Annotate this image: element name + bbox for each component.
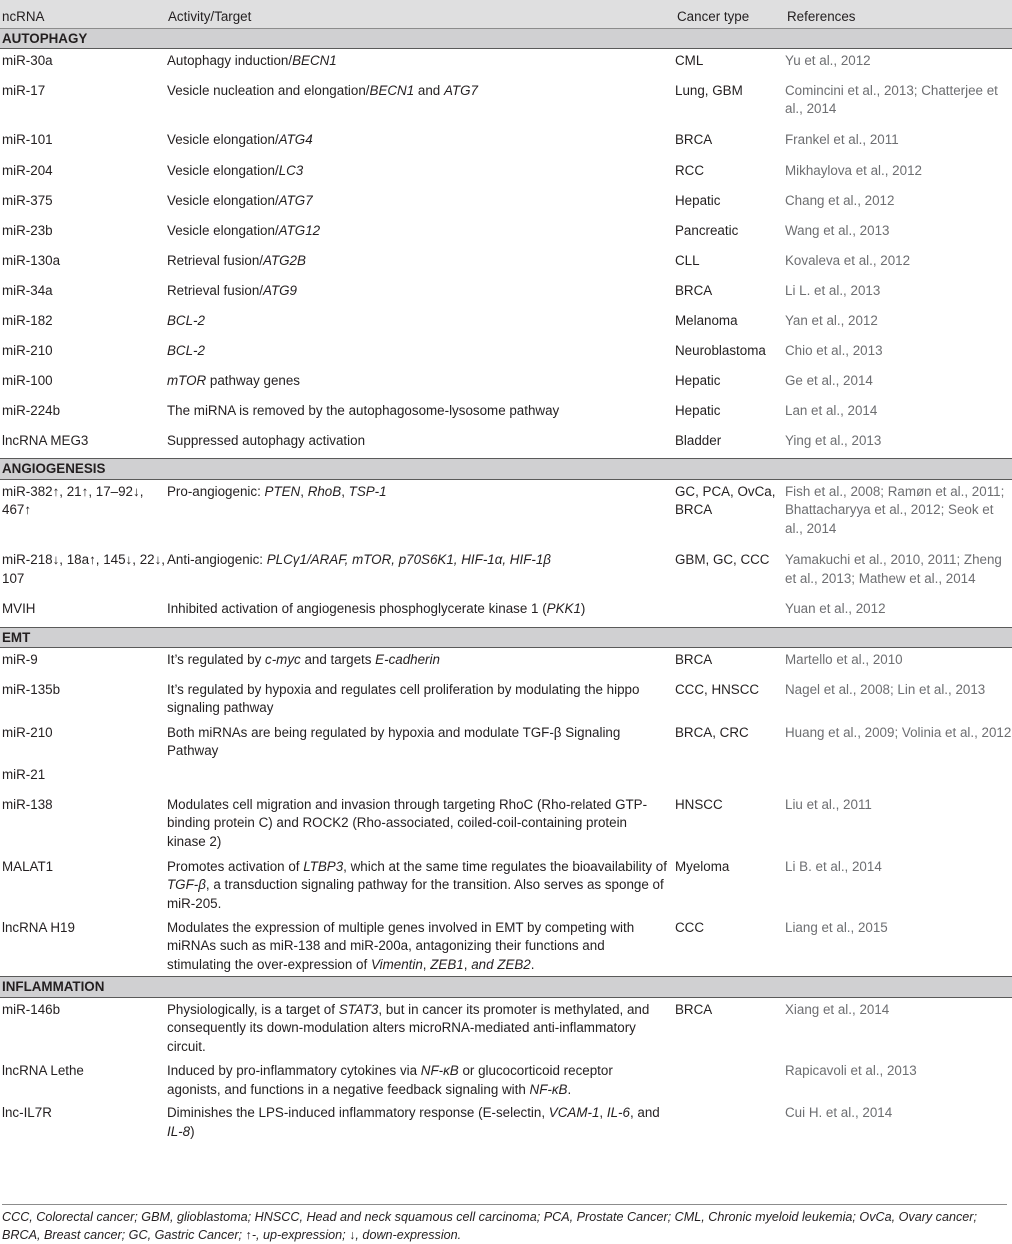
gene-name: NF-κB bbox=[420, 1063, 459, 1078]
ncrna-cell: lnc-IL7R bbox=[2, 1105, 52, 1120]
activity-text: Suppressed autophagy activation bbox=[167, 432, 366, 448]
table-row bbox=[0, 429, 1012, 459]
activity-cell bbox=[166, 369, 675, 399]
activity-cell bbox=[166, 399, 675, 429]
table-row bbox=[0, 369, 1012, 399]
activity-text: and bbox=[414, 82, 444, 98]
activity-text: The miRNA is removed by the autophagosome-lysosome pathway bbox=[167, 402, 560, 418]
cancer-type-cell: Melanoma bbox=[675, 312, 738, 328]
activity-text: Vesicle elongation/ bbox=[167, 162, 279, 178]
gene-name: PTEN bbox=[264, 483, 301, 499]
ncrna-cell: miR-146b bbox=[2, 1001, 61, 1017]
ncrna-cell: miR-34a bbox=[2, 282, 53, 298]
cancer-type-cell: Hepatic bbox=[675, 192, 721, 208]
cancer-type-cell: GC, PCA, OvCa, BRCA bbox=[675, 483, 776, 517]
activity-text: , which at the same time regulates the bioavailability of bbox=[343, 858, 667, 874]
table-row bbox=[0, 597, 1012, 627]
section-title: EMT bbox=[0, 627, 1012, 648]
gene-name: NF-κB bbox=[529, 1081, 568, 1097]
gene-name: IL-8 bbox=[167, 1123, 191, 1139]
references-cell: Nagel et al., 2008; Lin et al., 2013 bbox=[785, 681, 986, 697]
activity-text: , bbox=[599, 1105, 607, 1120]
activity-cell bbox=[166, 339, 675, 369]
activity-cell bbox=[166, 189, 675, 219]
ncrna-cell: miR-138 bbox=[2, 796, 53, 812]
activity-cell bbox=[166, 159, 675, 189]
ncrna-cell: miR-130a bbox=[2, 252, 61, 268]
ncrna-cell: miR-23b bbox=[2, 222, 53, 238]
activity-cell: Both miRNAs are being regulated by hypoxia and modulate TGF-β Signaling Pathway bbox=[167, 724, 621, 758]
gene-name: ATG2B bbox=[263, 252, 306, 268]
table-row bbox=[0, 916, 1012, 977]
activity-cell bbox=[166, 916, 675, 977]
activity-cell bbox=[166, 219, 675, 249]
ncrna-cell: MVIH bbox=[2, 601, 36, 616]
cancer-type-cell: BRCA bbox=[675, 282, 713, 298]
activity-cell bbox=[166, 855, 675, 916]
references-cell: Yu et al., 2012 bbox=[785, 53, 871, 68]
ncrna-cell: miR-210 bbox=[2, 724, 53, 740]
activity-text: pathway genes bbox=[206, 372, 300, 388]
references-cell: Kovaleva et al., 2012 bbox=[785, 252, 911, 268]
ncrna-cell: miR-100 bbox=[2, 372, 53, 388]
ncrna-cell: MALAT1 bbox=[2, 858, 54, 874]
cancer-type-cell: Bladder bbox=[675, 432, 722, 448]
activity-text: Autophagy induction/ bbox=[167, 53, 293, 68]
activity-text: Vesicle elongation/ bbox=[167, 192, 279, 208]
section-title: ANGIOGENESIS bbox=[0, 459, 1012, 480]
references-cell: Wang et al., 2013 bbox=[785, 222, 890, 238]
table-row bbox=[0, 49, 1012, 79]
gene-name: BECN1 bbox=[292, 53, 337, 68]
cancer-type-cell: CCC bbox=[675, 919, 705, 935]
activity-text: , bbox=[341, 483, 349, 499]
references-cell: Chang et al., 2012 bbox=[785, 192, 895, 208]
gene-name: BCL-2 bbox=[167, 312, 205, 328]
references-cell: Mikhaylova et al., 2012 bbox=[785, 162, 922, 178]
activity-text: , bbox=[422, 956, 431, 972]
activity-text: Promotes activation of bbox=[167, 858, 304, 874]
gene-name: ATG9 bbox=[263, 282, 297, 298]
header-references: References bbox=[785, 0, 1012, 28]
activity-text: or glucocorticoid receptor agonists, and functions in a negative feedback signaling with bbox=[167, 1063, 613, 1097]
cancer-type-cell: BRCA, CRC bbox=[675, 724, 749, 740]
gene-name: ATG12 bbox=[278, 222, 321, 238]
inflammation-section bbox=[0, 977, 1012, 1144]
activity-cell bbox=[166, 648, 675, 678]
table-row bbox=[0, 648, 1012, 678]
references-cell: Rapicavoli et al., 2013 bbox=[785, 1063, 917, 1078]
activity-text: , a transduction signaling pathway for the transition. Also serves as sponge of miR-205. bbox=[167, 877, 664, 911]
ncrna-cell: lncRNA H19 bbox=[2, 919, 75, 935]
activity-text: Diminishes the LPS-induced inflammatory response (E-selectin, bbox=[167, 1105, 549, 1120]
references-cell: Lan et al., 2014 bbox=[785, 402, 878, 418]
table-footnote: CCC, Colorectal cancer; GBM, glioblastoma; HNSCC, Head and neck squamous cell carcinoma; PCA, Prostate Cancer; CML, Chronic myeloid leukemia; OvCa, Ovary cancer; BRCA, Breast cancer; GC, Gastric Cancer; ↑-, up-expression; ↓, down-expression. bbox=[2, 1204, 1007, 1244]
gene-name: c-myc bbox=[265, 652, 301, 667]
activity-cell: It’s regulated by hypoxia and regulates cell proliferation by modulating the hippo signaling pathway bbox=[167, 681, 640, 715]
references-cell: Fish et al., 2008; Ramøn et al., 2011; Bhattacharyya et al., 2012; Seok et al., 2014 bbox=[785, 483, 1005, 536]
cancer-type-cell: Myeloma bbox=[675, 858, 730, 874]
table-row bbox=[0, 855, 1012, 916]
activity-cell bbox=[166, 249, 675, 279]
cancer-type-cell: CLL bbox=[675, 252, 700, 268]
ncrna-cell: miR-224b bbox=[2, 402, 61, 418]
references-cell: Liang et al., 2015 bbox=[785, 919, 888, 935]
gene-name: PLCγ1/ARAF, mTOR, p70S6K1, HIF-1α, HIF-1β bbox=[266, 552, 551, 567]
table-row bbox=[0, 339, 1012, 369]
cancer-type-cell bbox=[675, 1101, 785, 1143]
table-row bbox=[0, 279, 1012, 309]
gene-name: ATG7 bbox=[278, 192, 313, 208]
cancer-type-cell: RCC bbox=[675, 162, 705, 178]
references-cell: Huang et al., 2009; Volinia et al., 2012 bbox=[785, 724, 1012, 740]
table-row bbox=[0, 219, 1012, 249]
cancer-type-cell: Lung, GBM bbox=[675, 82, 743, 98]
activity-cell bbox=[166, 597, 675, 627]
cancer-type-cell bbox=[675, 597, 785, 627]
activity-text: Modulates the expression of multiple genes involved in EMT by competing with miRNAs such as miR-138 and miR-200a, antagonizing their functions and stimulating the over-expression of bbox=[167, 919, 635, 972]
cancer-type-cell: BRCA bbox=[675, 652, 713, 667]
ncrna-cell: miR-17 bbox=[2, 82, 46, 98]
emt-section bbox=[0, 627, 1012, 977]
activity-text: , and bbox=[629, 1105, 660, 1120]
section-title: INFLAMMATION bbox=[0, 977, 1012, 998]
ncrna-cell: miR-218↓, 18a↑, 145↓, 22↓, 107 bbox=[2, 552, 166, 586]
activity-text: . bbox=[530, 956, 535, 972]
ncrna-cell: miR-21 bbox=[2, 766, 46, 782]
table-row bbox=[0, 399, 1012, 429]
references-cell: Yuan et al., 2012 bbox=[785, 601, 886, 616]
table-row bbox=[0, 159, 1012, 189]
activity-text: It’s regulated by bbox=[167, 652, 266, 667]
references-cell: Xiang et al., 2014 bbox=[785, 1001, 890, 1017]
table-row bbox=[0, 1059, 1012, 1101]
ncrna-cell: miR-182 bbox=[2, 312, 53, 328]
activity-cell bbox=[166, 79, 675, 128]
gene-name: PKK1 bbox=[546, 601, 581, 616]
table-row bbox=[0, 479, 1012, 548]
cancer-type-cell: Neuroblastoma bbox=[675, 342, 766, 358]
ncrna-cell: miR-382↑, 21↑, 17–92↓, 467↑ bbox=[2, 483, 144, 517]
ncrna-cell: miR-204 bbox=[2, 162, 53, 178]
references-cell: Martello et al., 2010 bbox=[785, 652, 903, 667]
angiogenesis-section bbox=[0, 459, 1012, 628]
activity-cell bbox=[166, 997, 675, 1059]
gene-name: mTOR bbox=[167, 372, 207, 388]
table-row bbox=[0, 1101, 1012, 1143]
cancer-type-cell bbox=[675, 1059, 785, 1101]
activity-cell bbox=[166, 49, 675, 79]
references-cell: Li L. et al., 2013 bbox=[785, 282, 881, 298]
section-header-inflammation bbox=[0, 977, 1012, 998]
activity-text: , bbox=[463, 956, 472, 972]
activity-text: Induced by pro-inflammatory cytokines via bbox=[167, 1063, 421, 1078]
activity-text: ) bbox=[190, 1123, 195, 1139]
cancer-type-cell: Hepatic bbox=[675, 402, 721, 418]
references-cell: Ying et al., 2013 bbox=[785, 432, 882, 448]
gene-name: RhoB bbox=[307, 483, 342, 499]
table-row bbox=[0, 189, 1012, 219]
ncrna-cell: miR-101 bbox=[2, 131, 53, 147]
activity-text: , but in cancer its promoter is methylated, and consequently its down-modulation alters microRNA-mediated anti-inflammatory circuit. bbox=[167, 1001, 650, 1054]
activity-cell bbox=[166, 1101, 675, 1143]
ncrna-cell: miR-210 bbox=[2, 342, 53, 358]
gene-name: LTBP3 bbox=[303, 858, 344, 874]
ncrna-cell: miR-30a bbox=[2, 53, 53, 68]
activity-cell bbox=[166, 1059, 675, 1101]
cancer-type-cell: GBM, GC, CCC bbox=[675, 552, 770, 567]
references-cell: Cui H. et al., 2014 bbox=[785, 1105, 893, 1120]
activity-text: Pro-angiogenic: bbox=[167, 483, 265, 499]
activity-cell bbox=[166, 309, 675, 339]
cancer-type-cell: Hepatic bbox=[675, 372, 721, 388]
references-cell: Chio et al., 2013 bbox=[785, 342, 883, 358]
ncrna-cell: lncRNA MEG3 bbox=[2, 432, 89, 448]
activity-text: Anti-angiogenic: bbox=[167, 552, 267, 567]
ncrna-cell: lncRNA Lethe bbox=[2, 1063, 84, 1078]
gene-name: STAT3 bbox=[338, 1001, 379, 1017]
section-title: AUTOPHAGY bbox=[0, 28, 1012, 49]
table-row bbox=[0, 548, 1012, 597]
cancer-type-cell: CCC, HNSCC bbox=[675, 681, 760, 697]
references-cell: Ge et al., 2014 bbox=[785, 372, 873, 388]
table-row bbox=[0, 763, 1012, 793]
activity-text: Physiologically, is a target of bbox=[167, 1001, 339, 1017]
activity-text: Retrieval fusion/ bbox=[167, 282, 264, 298]
section-header-angiogenesis bbox=[0, 459, 1012, 480]
activity-text: , bbox=[300, 483, 308, 499]
cancer-type-cell: CML bbox=[675, 53, 704, 68]
header-activity: Activity/Target bbox=[166, 0, 675, 28]
table-row bbox=[0, 79, 1012, 128]
activity-text: Vesicle nucleation and elongation/ bbox=[167, 82, 370, 98]
references-cell: Yamakuchi et al., 2010, 2011; Zheng et al., 2013; Mathew et al., 2014 bbox=[785, 552, 1002, 586]
activity-cell bbox=[166, 429, 675, 459]
activity-text: ) bbox=[580, 601, 586, 616]
cancer-type-cell: Pancreatic bbox=[675, 222, 739, 238]
header-cancer-type: Cancer type bbox=[675, 0, 785, 28]
gene-name: Vimentin bbox=[370, 956, 423, 972]
table-row bbox=[0, 309, 1012, 339]
gene-name: E-cadherin bbox=[375, 652, 440, 667]
ncrna-cell: miR-135b bbox=[2, 681, 61, 697]
references-cell: Li B. et al., 2014 bbox=[785, 858, 882, 874]
activity-cell: Modulates cell migration and invasion through targeting RhoC (Rho-related GTP-binding protein C) and ROCK2 (Rho-associated, coiled-coil-containing protein kinase 2) bbox=[167, 796, 648, 849]
activity-text: Vesicle elongation/ bbox=[167, 131, 279, 147]
gene-name: IL-6 bbox=[606, 1105, 630, 1120]
table-row bbox=[0, 793, 1012, 855]
activity-cell bbox=[166, 279, 675, 309]
references-cell: Frankel et al., 2011 bbox=[785, 131, 899, 147]
ncrna-cell: miR-9 bbox=[2, 652, 38, 667]
activity-cell bbox=[166, 128, 675, 159]
activity-text: and targets bbox=[300, 652, 376, 667]
gene-name: ZEB1 bbox=[430, 956, 464, 972]
gene-name: TSP-1 bbox=[348, 483, 387, 499]
table-row bbox=[0, 721, 1012, 763]
gene-name: LC3 bbox=[278, 162, 304, 178]
gene-name: VCAM-1 bbox=[548, 1105, 600, 1120]
activity-text: Retrieval fusion/ bbox=[167, 252, 264, 268]
activity-cell bbox=[166, 479, 675, 548]
references-cell: Yan et al., 2012 bbox=[785, 312, 878, 328]
table-header-row bbox=[0, 0, 1012, 28]
activity-text: Inhibited activation of angiogenesis phosphoglycerate kinase 1 ( bbox=[167, 601, 547, 616]
references-cell: Comincini et al., 2013; Chatterjee et al., 2014 bbox=[785, 82, 998, 116]
activity-text: . bbox=[567, 1081, 572, 1097]
header-ncrna: ncRNA bbox=[0, 0, 166, 28]
activity-cell bbox=[166, 548, 675, 597]
cancer-type-cell: BRCA bbox=[675, 1001, 713, 1017]
cancer-type-cell: HNSCC bbox=[675, 796, 723, 812]
table-row bbox=[0, 997, 1012, 1059]
gene-name: BCL-2 bbox=[167, 342, 205, 358]
table-row bbox=[0, 128, 1012, 159]
gene-name: BECN1 bbox=[369, 82, 415, 98]
gene-name: ATG7 bbox=[443, 82, 478, 98]
autophagy-section bbox=[0, 28, 1012, 459]
table-row bbox=[0, 249, 1012, 279]
section-header-autophagy bbox=[0, 28, 1012, 49]
ncrna-cell: miR-375 bbox=[2, 192, 53, 208]
gene-name: TGF-β bbox=[167, 877, 206, 892]
gene-name: and ZEB2 bbox=[471, 956, 531, 972]
activity-text: Vesicle elongation/ bbox=[167, 222, 279, 238]
table-row bbox=[0, 678, 1012, 721]
cancer-type-cell: BRCA bbox=[675, 131, 713, 147]
section-header-emt bbox=[0, 627, 1012, 648]
gene-name: ATG4 bbox=[278, 131, 313, 147]
references-cell: Liu et al., 2011 bbox=[785, 796, 872, 812]
